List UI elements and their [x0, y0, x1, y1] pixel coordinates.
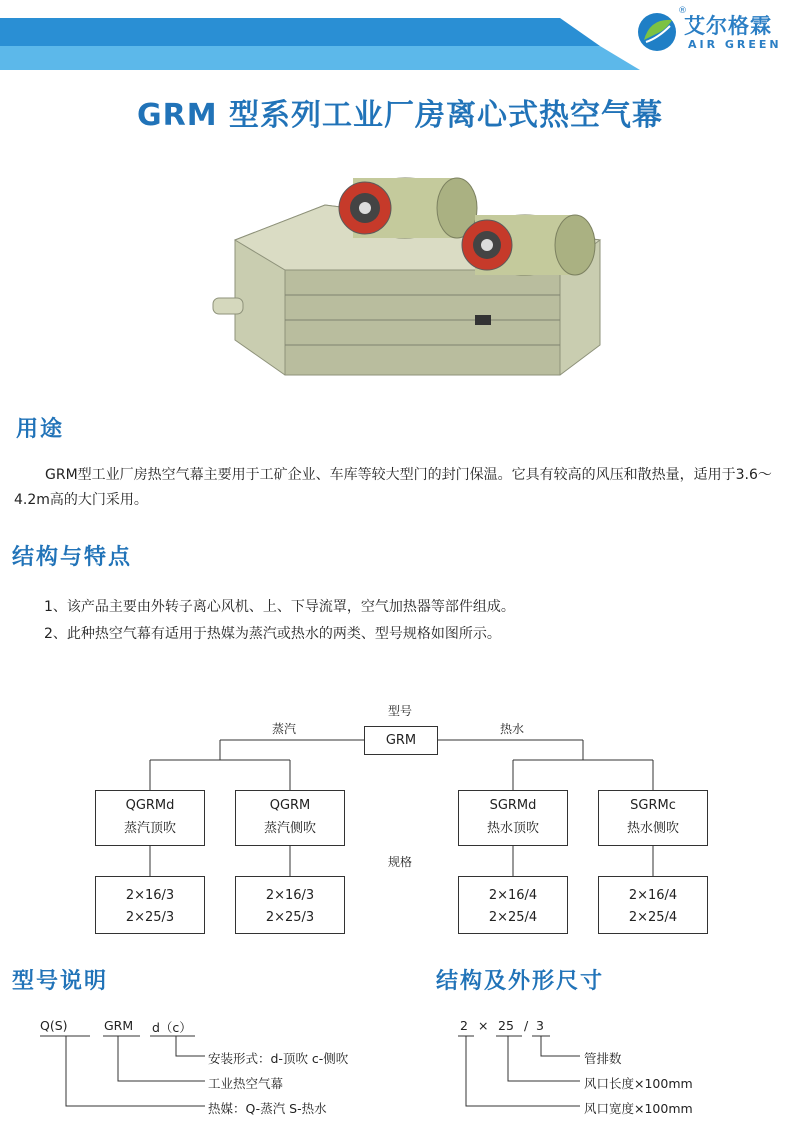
section-heading-usage: 用途 [16, 417, 65, 442]
model-desc: 蒸汽侧吹 [263, 821, 316, 836]
dim-part-rows: 3 [536, 1018, 544, 1033]
structure-item-1: 1、该产品主要由外转子离心风机、上、下导流罩，空气加热器等部件组成。 [44, 599, 515, 615]
hot-water-label: 热水 [500, 722, 525, 736]
model-code: QGRMd [125, 798, 175, 813]
dim-part-slash: / [524, 1018, 529, 1033]
dim-note-width: 风口宽度×100mm [584, 1101, 693, 1116]
page-title: GRM 型系列工业厂房离心式热空气幕 [136, 98, 664, 133]
model-part-install: d（c） [152, 1020, 192, 1035]
dim-part-times: × [478, 1018, 489, 1033]
registered-mark: ® [678, 6, 687, 16]
dim-part-length: 25 [498, 1018, 514, 1033]
model-note-medium: 热媒：Q-蒸汽 S-热水 [208, 1101, 327, 1116]
steam-label: 蒸汽 [272, 722, 297, 736]
model-code: SGRMd [489, 798, 537, 813]
leaf-logo-icon [636, 10, 678, 54]
spec-value: 2×16/4 [488, 888, 538, 903]
model-label: 型号 [388, 704, 413, 718]
spec-value: 2×25/3 [265, 910, 315, 925]
model-code: QGRM [269, 798, 311, 813]
model-part-series: GRM [104, 1018, 134, 1033]
model-box-sgrmd [458, 790, 568, 846]
brand-logo [636, 6, 786, 58]
model-desc: 热水顶吹 [486, 821, 539, 836]
dim-note-length: 风口长度×100mm [584, 1076, 693, 1091]
model-code: SGRMc [630, 798, 676, 813]
spec-label: 规格 [388, 855, 413, 869]
root-model-box: GRM [364, 726, 438, 755]
structure-item-2: 2、此种热空气幕有适用于热媒为蒸汽或热水的两类、型号规格如图所示。 [44, 626, 501, 642]
model-note-install: 安装形式：d-顶吹 c-侧吹 [208, 1051, 349, 1066]
spec-value: 2×25/4 [488, 910, 538, 925]
spec-box-qgrmd [95, 876, 205, 934]
model-box-qgrm [235, 790, 345, 846]
spec-box-sgrmd [458, 876, 568, 934]
section-heading-structure: 结构与特点 [12, 545, 133, 570]
dim-note-rows: 管排数 [584, 1051, 622, 1066]
spec-value: 2×16/3 [125, 888, 175, 903]
spec-box-sgrmc [598, 876, 708, 934]
section-heading-dimensions: 结构及外形尺寸 [436, 969, 605, 994]
model-note-series: 工业热空气幕 [208, 1076, 284, 1091]
logo-chinese-text: 艾尔格霖 [684, 14, 772, 38]
model-box-sgrmc [598, 790, 708, 846]
section-heading-model-desc: 型号说明 [12, 969, 109, 994]
spec-value: 2×25/3 [125, 910, 175, 925]
model-desc: 热水侧吹 [626, 821, 679, 836]
dim-part-width: 2 [460, 1018, 468, 1033]
spec-value: 2×16/3 [265, 888, 315, 903]
spec-value: 2×25/4 [628, 910, 678, 925]
model-part-medium: Q(S) [40, 1018, 68, 1033]
air-curtain-product-image [205, 170, 615, 410]
spec-value: 2×16/4 [628, 888, 678, 903]
logo-english-text: AIR GREEN [688, 38, 782, 51]
model-box-qgrmd [95, 790, 205, 846]
usage-paragraph: GRM型工业厂房热空气幕主要用于工矿企业、车库等较大型门的封门保温。它具有较高的风压和散热量，适用于3.6～4.2m高的大门采用。 [14, 467, 772, 508]
spec-box-qgrm [235, 876, 345, 934]
model-desc: 蒸汽顶吹 [123, 821, 176, 836]
